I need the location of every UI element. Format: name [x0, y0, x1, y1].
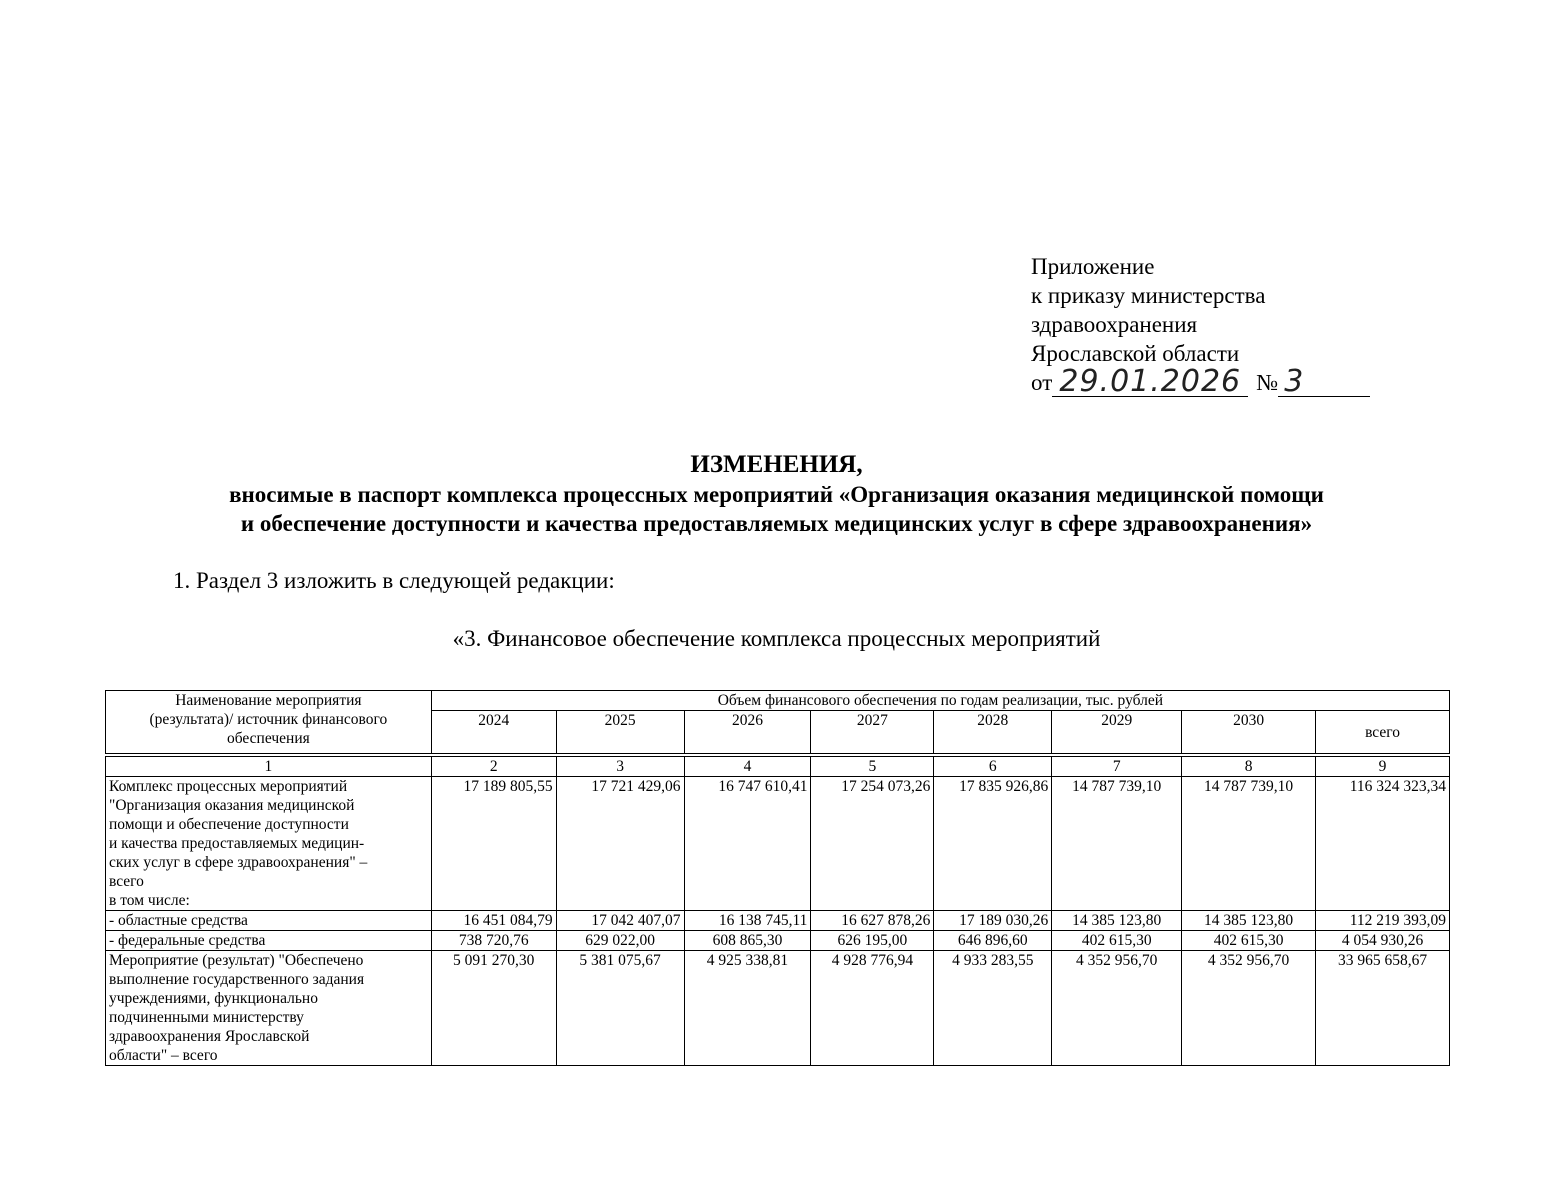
from-label: от — [1031, 370, 1053, 395]
header-year: 2028 — [934, 711, 1052, 754]
header-year: 2029 — [1052, 711, 1182, 754]
row-name-line: Комплекс процессных мероприятий — [109, 778, 348, 795]
value-cell: 17 835 926,86 — [934, 777, 1052, 911]
value-cell: 16 747 610,41 — [684, 777, 811, 911]
value-cell: 16 451 084,79 — [431, 911, 556, 931]
value-cell: 14 385 123,80 — [1052, 911, 1182, 931]
document-subtitle-line-2: и обеспечение доступности и качества предоставляемых медицинских услуг в сфере здравоохранения» — [240, 511, 1313, 536]
header-year: 2027 — [811, 711, 934, 754]
value-cell: 17 042 407,07 — [556, 911, 684, 931]
header-name-line: Наименование мероприятия — [175, 692, 362, 709]
handwritten-number: 3 — [1278, 368, 1370, 397]
row-name-line: здравоохранения Ярославской — [109, 1028, 310, 1045]
value-cell: 738 720,76 — [431, 931, 556, 951]
order-line — [1031, 364, 1370, 399]
row-name-line: подчиненными министерству — [109, 1009, 304, 1026]
value-cell: 5 091 270,30 — [431, 951, 556, 1066]
row-name-line: всего — [109, 873, 144, 890]
appendix-line: здравоохранения — [1031, 312, 1198, 337]
row-name-line: в том числе: — [109, 892, 190, 909]
value-cell: 4 933 283,55 — [934, 951, 1052, 1066]
row-name-line: Мероприятие (результат) "Обеспечено — [109, 952, 364, 969]
header-year: 2030 — [1182, 711, 1316, 754]
value-cell: 646 896,60 — [934, 931, 1052, 951]
value-cell: 626 195,00 — [811, 931, 934, 951]
row-name-cell: - областные средства — [106, 911, 432, 931]
document-title: ИЗМЕНЕНИЯ, — [690, 451, 863, 478]
value-cell: 14 787 739,10 — [1182, 777, 1316, 911]
value-cell: 14 787 739,10 — [1052, 777, 1182, 911]
header-year: 2026 — [684, 711, 811, 754]
row-name-line: и качества предоставляемых медицин- — [109, 835, 365, 852]
appendix-block — [1031, 252, 1370, 397]
value-cell: 17 189 805,55 — [431, 777, 556, 911]
number-label: № — [1256, 370, 1279, 395]
value-cell: 402 615,30 — [1182, 931, 1316, 951]
appendix-line: к приказу министерства — [1031, 283, 1266, 308]
handwritten-date: 29.01.2026 — [1052, 368, 1248, 397]
value-cell: 17 254 073,26 — [811, 777, 934, 911]
header-name-cell — [106, 691, 432, 754]
header-year: 2025 — [556, 711, 684, 754]
column-number: 7 — [1052, 757, 1182, 777]
header-total: всего — [1316, 711, 1450, 754]
value-cell: 4 352 956,70 — [1052, 951, 1182, 1066]
header-name-line: обеспечения — [226, 730, 310, 747]
value-cell: 33 965 658,67 — [1316, 951, 1450, 1066]
table-header-row-1 — [106, 691, 1450, 711]
value-cell: 14 385 123,80 — [1182, 911, 1316, 931]
value-cell: 112 219 393,09 — [1316, 911, 1450, 931]
point-1-text: 1. Раздел 3 изложить в следующей редакции: — [173, 568, 615, 593]
column-number: 9 — [1316, 757, 1450, 777]
document-subtitle-line-1: вносимые в паспорт комплекса процессных мероприятий «Организация оказания медицинской помощи — [229, 482, 1324, 507]
header-year: 2024 — [431, 711, 556, 754]
column-number: 2 — [431, 757, 556, 777]
row-name-cell: - федеральные средства — [106, 931, 432, 951]
row-name-cell — [106, 777, 432, 911]
column-number-row — [106, 757, 1450, 777]
header-name-line: (результата)/ источник финансового — [149, 711, 388, 728]
value-cell: 17 189 030,26 — [934, 911, 1052, 931]
row-name-line: выполнение государственного задания — [109, 971, 365, 988]
row-name-cell — [106, 951, 432, 1066]
value-cell: 4 352 956,70 — [1182, 951, 1316, 1066]
column-number: 8 — [1182, 757, 1316, 777]
value-cell: 16 138 745,11 — [684, 911, 811, 931]
appendix-line: Приложение — [1031, 254, 1155, 279]
appendix-line: Ярославской области — [1031, 341, 1240, 366]
table-row — [106, 951, 1450, 1066]
value-cell: 608 865,30 — [684, 931, 811, 951]
row-name-line: "Организация оказания медицинской — [109, 797, 355, 814]
value-cell: 402 615,30 — [1052, 931, 1182, 951]
value-cell: 5 381 075,67 — [556, 951, 684, 1066]
header-volume-cell: Объем финансового обеспечения по годам реализации, тыс. рублей — [431, 691, 1449, 711]
column-number: 3 — [556, 757, 684, 777]
column-number: 6 — [934, 757, 1052, 777]
table-row — [106, 777, 1450, 911]
table-row — [106, 931, 1450, 951]
column-number: 1 — [106, 757, 432, 777]
value-cell: 4 928 776,94 — [811, 951, 934, 1066]
value-cell: 4 054 930,26 — [1316, 931, 1450, 951]
row-name-line: области" – всего — [109, 1047, 218, 1064]
value-cell: 17 721 429,06 — [556, 777, 684, 911]
value-cell: 4 925 338,81 — [684, 951, 811, 1066]
row-name-line: помощи и обеспечение доступности — [109, 816, 349, 833]
row-name-line: учреждениями, функционально — [109, 990, 318, 1007]
column-number: 4 — [684, 757, 811, 777]
section-title: «3. Финансовое обеспечение комплекса процессных мероприятий — [452, 626, 1101, 651]
value-cell: 116 324 323,34 — [1316, 777, 1450, 911]
financing-table — [105, 690, 1450, 1066]
row-name-line: ских услуг в сфере здравоохранения" – — [109, 854, 368, 871]
value-cell: 629 022,00 — [556, 931, 684, 951]
column-number: 5 — [811, 757, 934, 777]
table-row — [106, 911, 1450, 931]
value-cell: 16 627 878,26 — [811, 911, 934, 931]
